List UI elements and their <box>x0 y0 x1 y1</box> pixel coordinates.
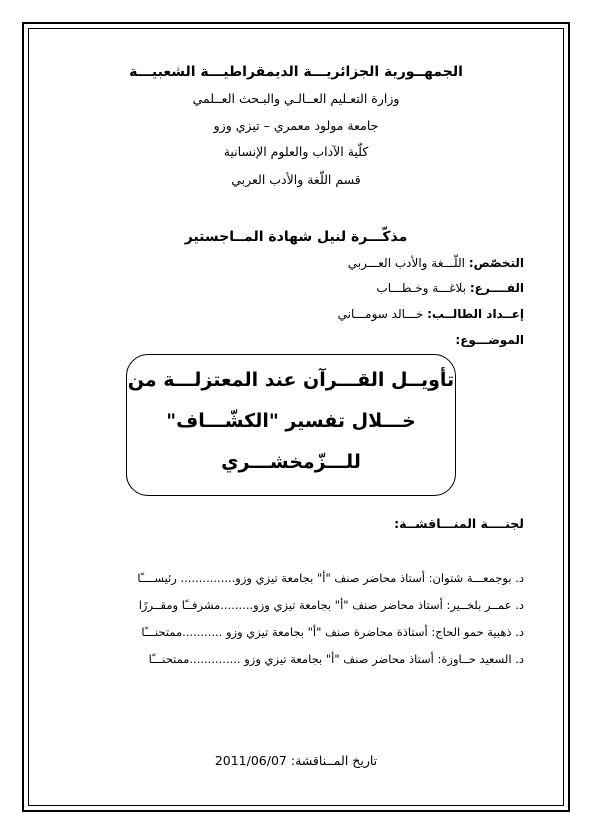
subject-row <box>455 333 524 347</box>
branch-value: بلاغـــة وخـطـــاب <box>376 281 467 295</box>
jury-member: د. السعيد حــاوزة: أستاذ محاضر صنف "أ" بجامعة تيزي وزو ..............ممتحنـــًا <box>148 652 524 666</box>
thesis-title-box <box>126 354 456 496</box>
branch-row <box>376 281 524 295</box>
jury-member: د. ذهبية حمو الحاج: أستاذة محاضرة صنف "أ" بجامعة تيزي وزو ...........ممتحنـــًا <box>141 625 524 639</box>
university-name: جامعة مولود معمري – تيزي وزو <box>213 118 379 133</box>
thesis-title-line-1: تأويــل القـــرآن عند المعتزلـــة من <box>127 369 455 391</box>
jury-heading: لجنــــة المنـــاقشــة: <box>394 516 524 531</box>
title-page <box>28 28 564 806</box>
branch-label: الفــــرع: <box>469 281 524 295</box>
memo-title: مذكّـــرة لنيل شهادة المــاجستير <box>184 229 408 245</box>
thesis-title-line-3: للـــزّمخشـــري <box>221 451 361 473</box>
ministry-name: وزارة التعـليم العــالـي والبـحث العــلمي <box>192 91 400 106</box>
faculty-name: كلّية الآداب والعلوم الإنسانية <box>223 144 369 159</box>
republic-name: الجمهــورية الجزائريـــة الديمقراطيـــة الشعبيـــة <box>129 64 463 80</box>
specialty-value: اللّـــغة والأدب العـــربي <box>347 256 465 270</box>
student-value: خـــالد سومـــاني <box>337 307 424 321</box>
student-row <box>338 307 524 321</box>
specialty-label: التخصّص: <box>468 256 524 270</box>
specialty-row <box>348 256 524 270</box>
jury-member: د. بوجمعـــة شتوان: أستاذ محاضر صنف "أ" بجامعة تيزي وزو............... رئيســــًا <box>137 571 524 585</box>
jury-member: د. عمــر بلخــير: أستاذ محاضر صنف "أ" بجامعة تيزي وزو.........مشرفــًا ومقــررًا <box>138 598 524 612</box>
discussion-date-label: تاريخ المــناقشة: <box>290 753 378 768</box>
discussion-date <box>28 753 564 768</box>
thesis-title-line-2: خـــلال تفسير "الكشّـــاف" <box>166 410 416 432</box>
student-label: إعــداد الطالــب: <box>427 307 524 321</box>
discussion-date-value: 2011/06/07 <box>214 753 287 768</box>
subject-label: الموضـــوع: <box>455 333 524 347</box>
department-name: قسم اللّغة والأدب العربي <box>231 172 361 187</box>
